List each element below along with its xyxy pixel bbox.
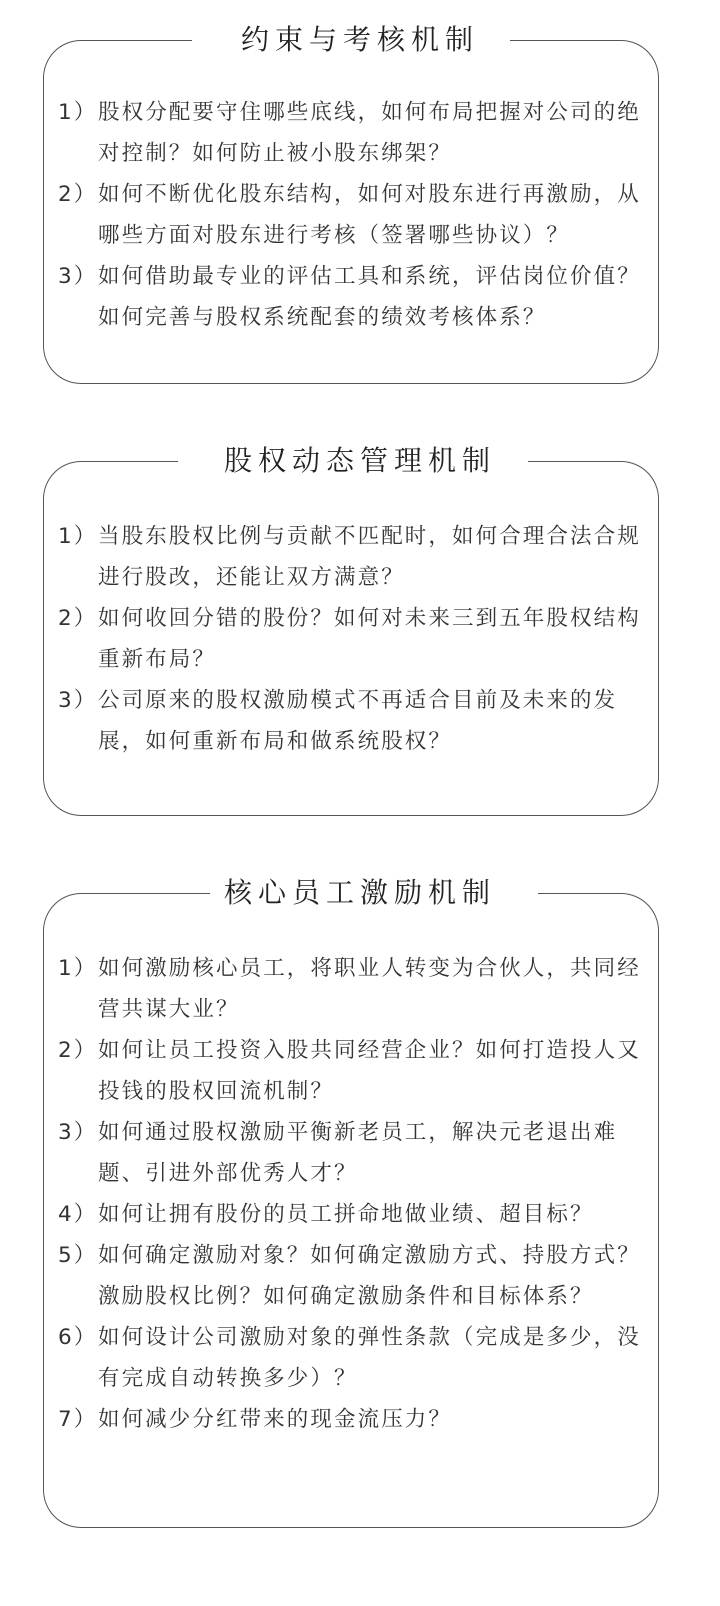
item-number: 2）: [58, 606, 98, 631]
item-text: 如何通过股权激励平衡新老员工，解决元老退出难题、引进外部优秀人才？: [98, 1120, 618, 1186]
list-item: [58, 1317, 648, 1399]
item-text: 如何不断优化股东结构，如何对股东进行再激励，从哪些方面对股东进行考核（签署哪些协议）？: [98, 182, 641, 248]
item-list: [58, 92, 648, 338]
list-item: [58, 948, 648, 1030]
section-title: 股权动态管理机制: [223, 444, 496, 477]
item-text: 如何借助最专业的评估工具和系统，评估岗位价值？如何完善与股权系统配套的绩效考核体系？: [98, 264, 641, 330]
frame-top-line-right: [510, 40, 620, 41]
item-number: 5）: [58, 1243, 98, 1268]
item-number: 6）: [58, 1325, 98, 1350]
item-list: [58, 516, 648, 762]
item-text: 公司原来的股权激励模式不再适合目前及未来的发展，如何重新布局和做系统股权？: [98, 688, 618, 754]
list-item: [58, 174, 648, 256]
item-number: 3）: [58, 688, 98, 713]
item-text: 如何激励核心员工，将职业人转变为合伙人，共同经营共谋大业？: [98, 956, 641, 1022]
item-number: 4）: [58, 1202, 98, 1227]
list-item: [58, 256, 648, 338]
item-text: 如何让员工投资入股共同经营企业？如何打造投人又投钱的股权回流机制？: [98, 1038, 641, 1104]
frame-top-line-right: [528, 461, 620, 462]
item-text: 如何确定激励对象？如何确定激励方式、持股方式？激励股权比例？如何确定激励条件和目标体系？: [98, 1243, 641, 1309]
list-item: [58, 1194, 648, 1235]
item-text: 如何收回分错的股份？如何对未来三到五年股权结构重新布局？: [98, 606, 641, 672]
item-number: 1）: [58, 956, 98, 981]
list-item: [58, 92, 648, 174]
item-number: 2）: [58, 182, 98, 207]
item-text: 如何让拥有股份的员工拼命地做业绩、超目标？: [98, 1202, 594, 1227]
item-text: 股权分配要守住哪些底线，如何布局把握对公司的绝对控制？如何防止被小股东绑架？: [98, 100, 641, 166]
item-text: 如何减少分红带来的现金流压力？: [98, 1407, 453, 1432]
item-list: [58, 948, 648, 1440]
item-number: 3）: [58, 264, 98, 289]
section-title: 核心员工激励机制: [223, 876, 496, 909]
item-number: 3）: [58, 1120, 98, 1145]
list-item: [58, 1030, 648, 1112]
item-number: 7）: [58, 1407, 98, 1432]
list-item: [58, 1235, 648, 1317]
item-text: 当股东股权比例与贡献不匹配时，如何合理合法合规进行股改，还能让双方满意？: [98, 524, 641, 590]
list-item: [58, 1399, 648, 1440]
item-number: 1）: [58, 524, 98, 549]
item-number: 1）: [58, 100, 98, 125]
item-text: 如何设计公司激励对象的弹性条款（完成是多少，没有完成自动转换多少）？: [98, 1325, 641, 1391]
list-item: [58, 598, 648, 680]
frame-top-line-right: [538, 893, 620, 894]
list-item: [58, 680, 648, 762]
item-number: 2）: [58, 1038, 98, 1063]
section-title: 约束与考核机制: [240, 23, 479, 56]
list-item: [58, 1112, 648, 1194]
list-item: [58, 516, 648, 598]
